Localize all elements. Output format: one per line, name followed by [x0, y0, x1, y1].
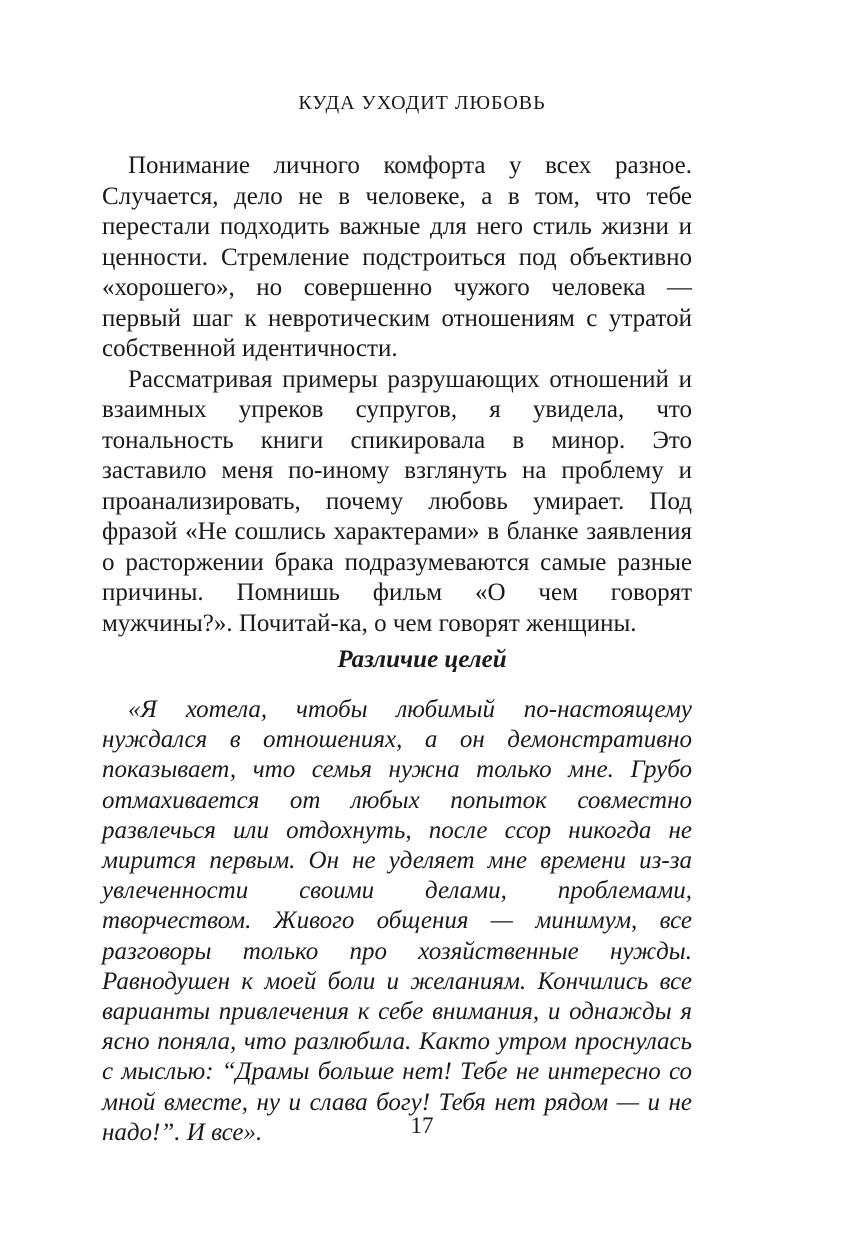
- running-header: КУДА УХОДИТ ЛЮБОВЬ: [298, 92, 546, 114]
- quote-paragraph: «Я хотела, чтобы любимый по-настоящему нуждался в отношениях, а он демонстративно показывает, что семья нужна только мне. Грубо отмахивается от любых попыток совместно развлечься или отдохнуть, после ссор никогда не мирится первым. Он не уделяет мне времени из-за увлеченности своими делами, проблемами, творчеством. Живого общения — минимум, все разговоры только про хозяйственные нужды. Равнодушен к моей боли и желаниям. Кончились все варианты привлечения к себе внимания, и однажды я ясно поняла, что разлюбила. Както утром проснулась с мыслью: “Драмы больше нет! Тебе не интересно со мной вместе, ну и слава богу! Тебя нет рядом — и не надо!”. И все».: [102, 696, 692, 1146]
- section-title: Различие целей: [337, 646, 507, 673]
- paragraph-2: Рассматривая примеры разрушающих отношений и взаимных упреков супругов, я увидела, что тональность книги спикировала в минор. Это заставило меня по-иному взглянуть на проблему и проанализировать, почему любовь умирает. Под фразой «Не сошлись характерами» в бланке заявления о расторжении брака подразумеваются самые разные причины. Помнишь фильм «О чем говорят мужчины?». Почитай-ка, о чем говорят женщины.: [102, 365, 692, 637]
- quote-block: [102, 695, 692, 1148]
- body-text: [102, 151, 692, 639]
- page-number: 17: [410, 1113, 434, 1138]
- paragraph-1: Понимание личного комфорта у всех разное. Случается, дело не в человеке, а в том, что тебе перестали подходить важные для него стиль жизни и ценности. Стремление подстроиться под объективно «хорошего», но совершенно чужого человека — первый шаг к невротическим отношениям с утратой собственной идентичности.: [102, 152, 692, 362]
